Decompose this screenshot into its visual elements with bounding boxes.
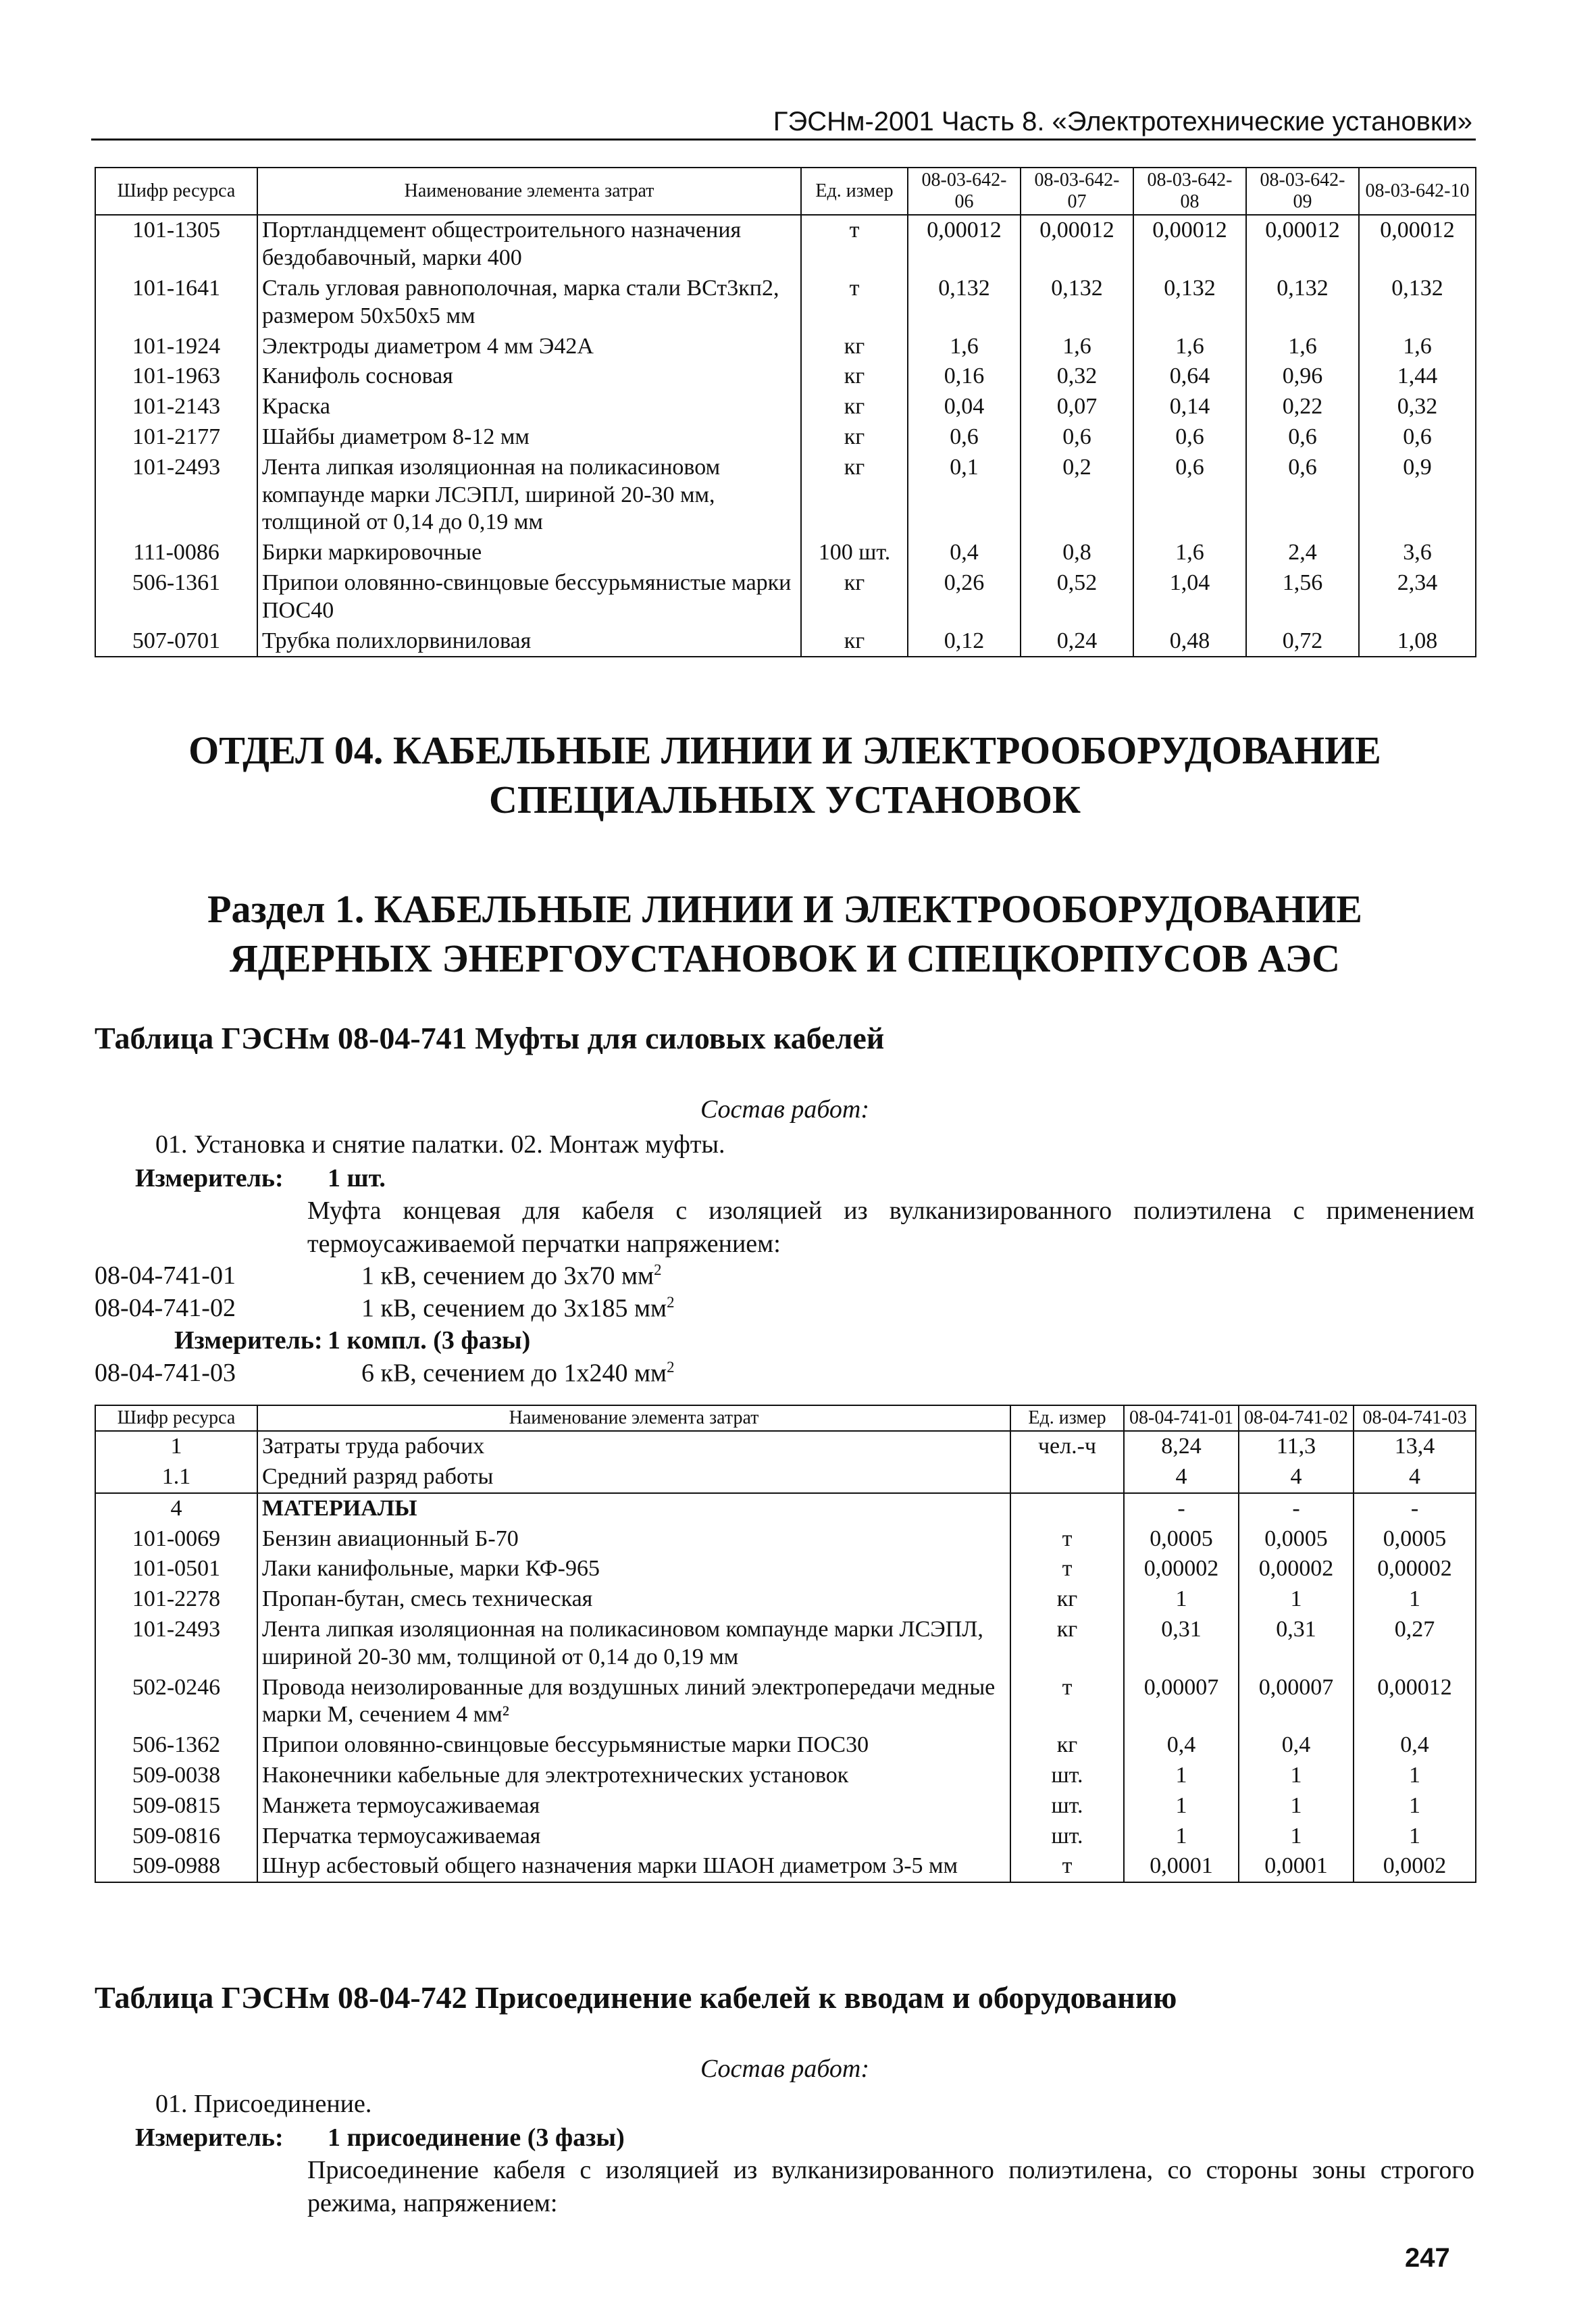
unit-cell bbox=[1010, 1462, 1124, 1493]
resource-name-cell: Лента липкая изоляционная на поликасиновом компаунде марки ЛСЭПЛ, шириной 20-30 мм, толщиной от 0,14 до 0,19 мм bbox=[257, 1615, 1010, 1673]
table-row bbox=[95, 1524, 1476, 1555]
resource-code-cell: 101-2493 bbox=[95, 453, 257, 538]
unit-cell: шт. bbox=[1010, 1791, 1124, 1821]
table-row bbox=[95, 1730, 1476, 1761]
unit-cell: т bbox=[1010, 1524, 1124, 1555]
table-header-row bbox=[95, 1405, 1476, 1431]
value-cell: 0,00002 bbox=[1124, 1554, 1239, 1584]
column-header: 08-03-642-07 bbox=[1021, 168, 1133, 215]
column-header: Ед. измер bbox=[1010, 1405, 1124, 1431]
table-row bbox=[95, 1554, 1476, 1584]
resource-name-cell: Припои оловянно-свинцовые бессурьмянистые марки ПОС40 bbox=[257, 568, 801, 626]
unit-cell: т bbox=[801, 274, 908, 332]
column-header: Шифр ресурса bbox=[95, 168, 257, 215]
unit-cell: кг bbox=[801, 453, 908, 538]
table-header-row bbox=[95, 168, 1476, 215]
value-cell: 4 bbox=[1354, 1462, 1476, 1493]
value-cell: 0,16 bbox=[908, 361, 1021, 392]
value-cell: 0,00012 bbox=[1246, 215, 1359, 274]
work-list: 01. Установка и снятие палатки. 02. Монтаж муфты. bbox=[155, 1130, 725, 1159]
table-row bbox=[95, 568, 1476, 626]
value-cell: 0,2 bbox=[1021, 453, 1133, 538]
resource-code-cell: 1.1 bbox=[95, 1462, 257, 1493]
value-cell: 0,00012 bbox=[908, 215, 1021, 274]
table-row bbox=[95, 538, 1476, 568]
item-text: 6 кВ, сечением до 1х240 $мм^2$ bbox=[361, 1359, 675, 1388]
value-cell: 0,6 bbox=[1133, 453, 1246, 538]
resource-code-cell: 101-2278 bbox=[95, 1584, 257, 1615]
resource-code-cell: 509-0038 bbox=[95, 1761, 257, 1791]
item-text: 1 кВ, сечением до 3х70 $мм^2$ bbox=[361, 1261, 662, 1290]
resource-code-cell: 502-0246 bbox=[95, 1673, 257, 1731]
resource-code-cell: 507-0701 bbox=[95, 626, 257, 657]
value-cell: 1 bbox=[1239, 1584, 1354, 1615]
resource-name-cell: Шайбы диаметром 8-12 мм bbox=[257, 422, 801, 453]
value-cell: 0,00012 bbox=[1354, 1673, 1476, 1731]
value-cell: 0,4 bbox=[1239, 1730, 1354, 1761]
table-row bbox=[95, 1673, 1476, 1731]
value-cell: 0,32 bbox=[1359, 392, 1476, 422]
resource-name-cell: Средний разряд работы bbox=[257, 1462, 1010, 1493]
value-cell: 1 bbox=[1239, 1791, 1354, 1821]
measurer-value: 1 шт. bbox=[328, 1164, 386, 1192]
value-cell: 0,9 bbox=[1359, 453, 1476, 538]
value-cell: 1 bbox=[1354, 1821, 1476, 1852]
resource-name-cell: Электроды диаметром 4 мм Э42А bbox=[257, 332, 801, 362]
column-header: Наименование элемента затрат bbox=[257, 168, 801, 215]
table-row bbox=[95, 453, 1476, 538]
column-header: 08-04-741-03 bbox=[1354, 1405, 1476, 1431]
column-header: Ед. измер bbox=[801, 168, 908, 215]
resource-code-cell: 101-2177 bbox=[95, 422, 257, 453]
table-row bbox=[95, 392, 1476, 422]
table-741-title: Таблица ГЭСНм 08-04-741 Муфты для силовых кабелей bbox=[95, 1021, 885, 1055]
value-cell: 11,3 bbox=[1239, 1431, 1354, 1462]
resource-code-cell: 4 bbox=[95, 1493, 257, 1524]
value-cell: 0,00007 bbox=[1239, 1673, 1354, 1731]
value-cell: 0,132 bbox=[1246, 274, 1359, 332]
resource-code-cell: 509-0988 bbox=[95, 1851, 257, 1882]
column-header: 08-03-642-10 bbox=[1359, 168, 1476, 215]
resource-code-cell: 509-0815 bbox=[95, 1791, 257, 1821]
value-cell: 1,6 bbox=[1133, 332, 1246, 362]
value-cell: 1,56 bbox=[1246, 568, 1359, 626]
value-cell: 0,132 bbox=[1133, 274, 1246, 332]
value-cell: - bbox=[1354, 1493, 1476, 1524]
value-cell: 0,00002 bbox=[1354, 1554, 1476, 1584]
page-number: 247 bbox=[1405, 2243, 1450, 2273]
resource-name-cell: Наконечники кабельные для электротехнических установок bbox=[257, 1761, 1010, 1791]
resource-name-cell: Припои оловянно-свинцовые бессурьмянистые марки ПОС30 bbox=[257, 1730, 1010, 1761]
value-cell: 0,48 bbox=[1133, 626, 1246, 657]
value-cell: 1 bbox=[1354, 1584, 1476, 1615]
table-row bbox=[95, 361, 1476, 392]
measurer-label: Измеритель: bbox=[135, 1164, 284, 1192]
value-cell: 0,4 bbox=[1124, 1730, 1239, 1761]
column-header: 08-03-642-06 bbox=[908, 168, 1021, 215]
value-cell: 0,00007 bbox=[1124, 1673, 1239, 1731]
department-title-line: ОТДЕЛ 04. КАБЕЛЬНЫЕ ЛИНИИ И ЭЛЕКТРООБОРУДОВАНИЕ bbox=[188, 728, 1381, 772]
value-cell: 0,07 bbox=[1021, 392, 1133, 422]
resource-name-cell: Перчатка термоусаживаемая bbox=[257, 1821, 1010, 1852]
value-cell: 1 bbox=[1354, 1761, 1476, 1791]
work-composition-label: Состав работ: bbox=[700, 2055, 870, 2083]
table-row bbox=[95, 274, 1476, 332]
work-description: Присоединение кабеля с изоляцией из вулканизированного полиэтилена, со стороны зоны строгого режима, напряжением: bbox=[307, 2156, 1474, 2218]
value-cell: 0,6 bbox=[1246, 453, 1359, 538]
value-cell: - bbox=[1124, 1493, 1239, 1524]
value-cell: 0,22 bbox=[1246, 392, 1359, 422]
resource-code-cell: 101-0069 bbox=[95, 1524, 257, 1555]
resource-name-cell: Бензин авиационный Б-70 bbox=[257, 1524, 1010, 1555]
item-code: 08-04-741-01 bbox=[95, 1261, 236, 1290]
unit-cell: кг bbox=[801, 392, 908, 422]
resource-name-cell: Лента липкая изоляционная на поликасиновом компаунде марки ЛСЭПЛ, шириной 20-30 мм, толщиной от 0,14 до 0,19 мм bbox=[257, 453, 801, 538]
resource-code-cell: 101-0501 bbox=[95, 1554, 257, 1584]
resource-name-cell: Краска bbox=[257, 392, 801, 422]
measurer-label: Измеритель: bbox=[174, 1326, 323, 1355]
section-title-line: ЯДЕРНЫХ ЭНЕРГОУСТАНОВОК И СПЕЦКОРПУСОВ АЭС bbox=[229, 936, 1341, 980]
resource-code-cell: 101-1305 bbox=[95, 215, 257, 274]
value-cell: 1,44 bbox=[1359, 361, 1476, 392]
value-cell: 0,96 bbox=[1246, 361, 1359, 392]
column-header: 08-04-741-01 bbox=[1124, 1405, 1239, 1431]
table-row bbox=[95, 626, 1476, 657]
table-row bbox=[95, 1493, 1476, 1524]
measurer-value: 1 присоединение (3 фазы) bbox=[328, 2123, 625, 2152]
column-header: Шифр ресурса bbox=[95, 1405, 257, 1431]
unit-cell: т bbox=[1010, 1673, 1124, 1731]
value-cell: 0,31 bbox=[1124, 1615, 1239, 1673]
resource-code-cell: 506-1361 bbox=[95, 568, 257, 626]
value-cell: 0,00012 bbox=[1133, 215, 1246, 274]
value-cell: 1,6 bbox=[1021, 332, 1133, 362]
resource-name-cell: Бирки маркировочные bbox=[257, 538, 801, 568]
value-cell: 1,04 bbox=[1133, 568, 1246, 626]
unit-cell: кг bbox=[1010, 1615, 1124, 1673]
resource-code-cell: 101-1641 bbox=[95, 274, 257, 332]
item-text: 1 кВ, сечением до 3х185 $мм^2$ bbox=[361, 1294, 675, 1323]
value-cell: 1,6 bbox=[1359, 332, 1476, 362]
table-row bbox=[95, 1431, 1476, 1462]
value-cell: 1 bbox=[1124, 1584, 1239, 1615]
resource-table-08-03-642 bbox=[95, 167, 1476, 657]
unit-cell: т bbox=[801, 215, 908, 274]
unit-cell: т bbox=[1010, 1554, 1124, 1584]
value-cell: 0,0005 bbox=[1124, 1524, 1239, 1555]
value-cell: 1,6 bbox=[908, 332, 1021, 362]
value-cell: 0,1 bbox=[908, 453, 1021, 538]
table-row bbox=[95, 422, 1476, 453]
unit-cell: шт. bbox=[1010, 1761, 1124, 1791]
running-header: ГЭСНм-2001 Часть 8. «Электротехнические установки» bbox=[773, 107, 1472, 136]
value-cell: 1 bbox=[1124, 1821, 1239, 1852]
resource-code-cell: 101-2493 bbox=[95, 1615, 257, 1673]
resource-name-cell: Шнур асбестовый общего назначения марки ШАОН диаметром 3-5 мм bbox=[257, 1851, 1010, 1882]
value-cell: 0,6 bbox=[908, 422, 1021, 453]
table-row bbox=[95, 332, 1476, 362]
unit-cell: кг bbox=[801, 332, 908, 362]
table-row bbox=[95, 1584, 1476, 1615]
table-row bbox=[95, 1462, 1476, 1493]
value-cell: 0,00002 bbox=[1239, 1554, 1354, 1584]
value-cell: 1 bbox=[1124, 1791, 1239, 1821]
value-cell: 0,132 bbox=[1021, 274, 1133, 332]
resource-code-cell: 101-1924 bbox=[95, 332, 257, 362]
value-cell: 4 bbox=[1239, 1462, 1354, 1493]
value-cell: 0,132 bbox=[1359, 274, 1476, 332]
value-cell: 0,0005 bbox=[1239, 1524, 1354, 1555]
unit-cell: т bbox=[1010, 1851, 1124, 1882]
department-title-line: СПЕЦИАЛЬНЫХ УСТАНОВОК bbox=[488, 777, 1081, 822]
value-cell: 0,8 bbox=[1021, 538, 1133, 568]
value-cell: 0,24 bbox=[1021, 626, 1133, 657]
resource-code-cell: 506-1362 bbox=[95, 1730, 257, 1761]
value-cell: 0,26 bbox=[908, 568, 1021, 626]
value-cell: 1 bbox=[1354, 1791, 1476, 1821]
value-cell: 3,6 bbox=[1359, 538, 1476, 568]
resource-table-08-04-741 bbox=[95, 1405, 1476, 1883]
item-code: 08-04-741-03 bbox=[95, 1359, 236, 1387]
unit-cell bbox=[1010, 1493, 1124, 1524]
column-header: Наименование элемента затрат bbox=[257, 1405, 1010, 1431]
resource-code-cell: 1 bbox=[95, 1431, 257, 1462]
item-code: 08-04-741-02 bbox=[95, 1294, 236, 1322]
value-cell: 0,6 bbox=[1133, 422, 1246, 453]
value-cell: 1 bbox=[1239, 1761, 1354, 1791]
column-header: 08-03-642-08 bbox=[1133, 168, 1246, 215]
value-cell: 0,00012 bbox=[1021, 215, 1133, 274]
value-cell: 0,52 bbox=[1021, 568, 1133, 626]
resource-name-cell: Затраты труда рабочих bbox=[257, 1431, 1010, 1462]
resource-name-cell: Лаки канифольные, марки КФ-965 bbox=[257, 1554, 1010, 1584]
value-cell: 1 bbox=[1124, 1761, 1239, 1791]
value-cell: 0,132 bbox=[908, 274, 1021, 332]
value-cell: 0,64 bbox=[1133, 361, 1246, 392]
column-header: 08-04-741-02 bbox=[1239, 1405, 1354, 1431]
section-title-line: Раздел 1. КАБЕЛЬНЫЕ ЛИНИИ И ЭЛЕКТРООБОРУДОВАНИЕ bbox=[207, 887, 1362, 931]
value-cell: 0,4 bbox=[1354, 1730, 1476, 1761]
value-cell: 0,0001 bbox=[1124, 1851, 1239, 1882]
resource-code-cell: 509-0816 bbox=[95, 1821, 257, 1852]
value-cell: 0,31 bbox=[1239, 1615, 1354, 1673]
unit-cell: кг bbox=[801, 361, 908, 392]
unit-cell: кг bbox=[801, 626, 908, 657]
unit-cell: 100 шт. bbox=[801, 538, 908, 568]
value-cell: 4 bbox=[1124, 1462, 1239, 1493]
column-header: 08-03-642-09 bbox=[1246, 168, 1359, 215]
value-cell: 8,24 bbox=[1124, 1431, 1239, 1462]
section-title bbox=[95, 885, 1475, 983]
work-description: Муфта концевая для кабеля с изоляцией из вулканизированного полиэтилена с применением термоусаживаемой перчатки напряжением: bbox=[307, 1197, 1474, 1259]
unit-cell: шт. bbox=[1010, 1821, 1124, 1852]
resource-code-cell: 101-1963 bbox=[95, 361, 257, 392]
resource-name-cell: Пропан-бутан, смесь техническая bbox=[257, 1584, 1010, 1615]
value-cell: 0,00012 bbox=[1359, 215, 1476, 274]
value-cell: 1,6 bbox=[1133, 538, 1246, 568]
resource-name-cell: Портландцемент общестроительного назначения бездобавочный, марки 400 bbox=[257, 215, 801, 274]
value-cell: 0,14 bbox=[1133, 392, 1246, 422]
value-cell: 0,04 bbox=[908, 392, 1021, 422]
value-cell: 2,34 bbox=[1359, 568, 1476, 626]
value-cell: 1,08 bbox=[1359, 626, 1476, 657]
value-cell: 0,0001 bbox=[1239, 1851, 1354, 1882]
resource-name-cell: Сталь угловая равнополочная, марка стали ВСт3кп2, размером 50х50х5 мм bbox=[257, 274, 801, 332]
value-cell: 0,0005 bbox=[1354, 1524, 1476, 1555]
value-cell: 1 bbox=[1239, 1821, 1354, 1852]
value-cell: 0,4 bbox=[908, 538, 1021, 568]
work-composition-label: Состав работ: bbox=[700, 1095, 870, 1124]
resource-code-cell: 111-0086 bbox=[95, 538, 257, 568]
header-rule bbox=[91, 139, 1476, 141]
unit-cell: кг bbox=[801, 568, 908, 626]
department-title bbox=[95, 726, 1475, 824]
table-742-title: Таблица ГЭСНм 08-04-742 Присоединение кабелей к вводам и оборудованию bbox=[95, 1980, 1177, 2015]
table-row bbox=[95, 1821, 1476, 1852]
resource-name-cell: Манжета термоусаживаемая bbox=[257, 1791, 1010, 1821]
value-cell: 0,0002 bbox=[1354, 1851, 1476, 1882]
value-cell: 0,32 bbox=[1021, 361, 1133, 392]
table-row bbox=[95, 1761, 1476, 1791]
value-cell: 13,4 bbox=[1354, 1431, 1476, 1462]
value-cell: 0,6 bbox=[1021, 422, 1133, 453]
work-list: 01. Присоединение. bbox=[155, 2090, 372, 2118]
value-cell: 0,72 bbox=[1246, 626, 1359, 657]
value-cell: 0,6 bbox=[1246, 422, 1359, 453]
resource-name-cell: Провода неизолированные для воздушных линий электропередачи медные марки М, сечением 4 мм² bbox=[257, 1673, 1010, 1731]
resource-name-cell: Трубка полихлорвиниловая bbox=[257, 626, 801, 657]
table-row bbox=[95, 1851, 1476, 1882]
table-row bbox=[95, 1791, 1476, 1821]
value-cell: 2,4 bbox=[1246, 538, 1359, 568]
unit-cell: кг bbox=[801, 422, 908, 453]
value-cell: 0,6 bbox=[1359, 422, 1476, 453]
resource-name-cell: МАТЕРИАЛЫ bbox=[257, 1493, 1010, 1524]
unit-cell: кг bbox=[1010, 1584, 1124, 1615]
value-cell: - bbox=[1239, 1493, 1354, 1524]
value-cell: 0,12 bbox=[908, 626, 1021, 657]
table-row bbox=[95, 1615, 1476, 1673]
unit-cell: кг bbox=[1010, 1730, 1124, 1761]
unit-cell: чел.-ч bbox=[1010, 1431, 1124, 1462]
value-cell: 1,6 bbox=[1246, 332, 1359, 362]
resource-name-cell: Канифоль сосновая bbox=[257, 361, 801, 392]
measurer-label: Измеритель: bbox=[135, 2123, 284, 2152]
resource-code-cell: 101-2143 bbox=[95, 392, 257, 422]
value-cell: 0,27 bbox=[1354, 1615, 1476, 1673]
measurer-value: 1 компл. (3 фазы) bbox=[328, 1326, 531, 1355]
table-row bbox=[95, 215, 1476, 274]
